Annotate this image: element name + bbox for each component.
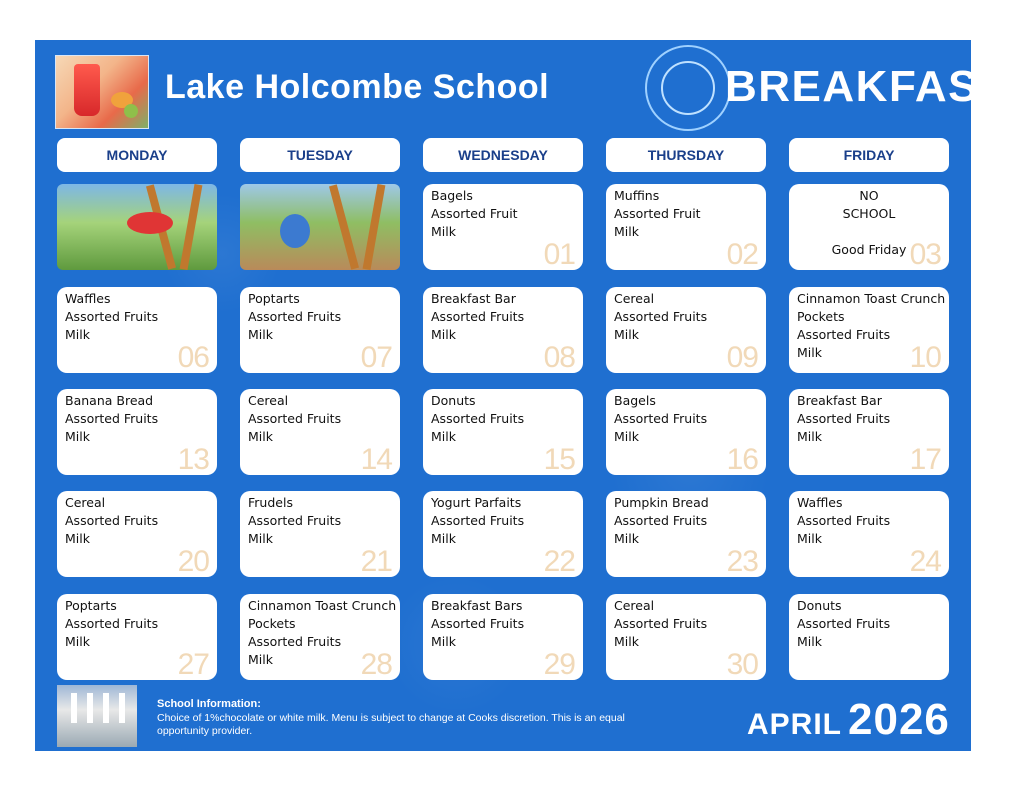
menu-item-text: Breakfast Bar (431, 291, 516, 306)
menu-cell (606, 184, 766, 270)
menu-item-text: Milk (431, 634, 456, 649)
swing-frame-image (363, 184, 386, 270)
swing-frame-image (180, 184, 203, 270)
menu-item-text: Pumpkin Bread (614, 495, 709, 510)
swing-photo-2 (240, 184, 400, 270)
pillar-image (103, 693, 109, 723)
pillar-image (71, 693, 77, 723)
date-number: 27 (177, 648, 209, 680)
menu-item-text: Milk (65, 429, 90, 444)
menu-item-text: Good Friday (831, 242, 907, 257)
pillar-image (87, 693, 93, 723)
menu-cell (240, 287, 400, 373)
date-number: 07 (360, 341, 392, 373)
menu-item-text: Assorted Fruit (431, 206, 518, 221)
menu-item-text: Waffles (797, 495, 843, 510)
menu-item-text: Milk (248, 327, 273, 342)
menu-item-text: Assorted Fruits (614, 513, 708, 528)
child-on-swing-image (280, 214, 310, 248)
date-number: 21 (360, 545, 392, 577)
menu-cell (789, 594, 949, 680)
menu-item-text: Milk (614, 531, 639, 546)
menu-item-text: Cereal (65, 495, 106, 510)
menu-cell (423, 184, 583, 270)
menu-item-text: Assorted Fruits (797, 327, 891, 342)
date-number: 24 (909, 545, 941, 577)
day-header-friday: FRIDAY (789, 138, 949, 172)
date-number: 17 (909, 443, 941, 475)
date-number: 03 (909, 238, 941, 270)
menu-item-text: Muffins (614, 188, 660, 203)
menu-item-text: Cinnamon Toast Crunch (797, 291, 946, 306)
menu-item-text: Assorted Fruits (431, 513, 525, 528)
menu-cell (57, 287, 217, 373)
menu-item-text: Assorted Fruits (614, 616, 708, 631)
menu-item-text: Donuts (797, 598, 842, 613)
menu-item-text: Milk (431, 429, 456, 444)
day-header-wednesday: WEDNESDAY (423, 138, 583, 172)
menu-cell (606, 389, 766, 475)
date-number: 23 (726, 545, 758, 577)
menu-item-text: Milk (65, 531, 90, 546)
menu-item-text: Milk (431, 224, 456, 239)
menu-item-text: Assorted Fruit (614, 206, 701, 221)
menu-item-text: Milk (431, 531, 456, 546)
menu-item-text: Cinnamon Toast Crunch (248, 598, 397, 613)
juice-glass-image (74, 64, 100, 116)
menu-item-text: Waffles (65, 291, 111, 306)
date-number: 16 (726, 443, 758, 475)
menu-item-text: Milk (614, 327, 639, 342)
menu-item-text: Cereal (614, 598, 655, 613)
date-number: 29 (543, 648, 575, 680)
menu-cell (789, 184, 949, 270)
menu-cell (606, 287, 766, 373)
menu-item-text: Yogurt Parfaits (431, 495, 522, 510)
menu-item-text: Milk (431, 327, 456, 342)
menu-item-text: Assorted Fruits (65, 411, 159, 426)
smoothie-photo (55, 55, 149, 129)
menu-item-text: Bagels (431, 188, 473, 203)
menu-item-text: Assorted Fruits (431, 616, 525, 631)
month-year (747, 695, 950, 745)
swing-frame-image (329, 184, 359, 269)
menu-item-text: Assorted Fruits (248, 634, 342, 649)
menu-item-text: Milk (248, 429, 273, 444)
menu-item-text: Milk (248, 531, 273, 546)
menu-cell (423, 594, 583, 680)
menu-item-text: Cereal (248, 393, 289, 408)
menu-item-text: Assorted Fruits (248, 513, 342, 528)
school-name: Lake Holcombe School (165, 68, 550, 106)
menu-item-text: Bagels (614, 393, 656, 408)
menu-cell (606, 491, 766, 577)
date-number: 30 (726, 648, 758, 680)
date-number: 08 (543, 341, 575, 373)
menu-item-text: Assorted Fruits (248, 309, 342, 324)
menu-item-text: Milk (797, 531, 822, 546)
menu-item-text: Milk (797, 345, 822, 360)
menu-item-text: Breakfast Bar (797, 393, 882, 408)
menu-cell (240, 491, 400, 577)
menu-item-text: Milk (248, 652, 273, 667)
menu-item-text: Pockets (248, 616, 296, 631)
date-number: 06 (177, 341, 209, 373)
menu-item-text: Milk (65, 327, 90, 342)
month-label: APRIL (747, 708, 842, 741)
menu-item-text: Assorted Fruits (65, 513, 159, 528)
date-number: 15 (543, 443, 575, 475)
menu-item-text: Assorted Fruits (614, 411, 708, 426)
menu-item-text: SCHOOL (842, 206, 896, 221)
menu-item-text: Frudels (248, 495, 293, 510)
menu-item-text: Milk (614, 429, 639, 444)
menu-cell (57, 389, 217, 475)
menu-item-text: Donuts (431, 393, 476, 408)
menu-cell (423, 389, 583, 475)
menu-cell (57, 594, 217, 680)
menu-item-text: Assorted Fruits (65, 616, 159, 631)
date-number: 02 (726, 238, 758, 270)
menu-cell (789, 287, 949, 373)
lime-image (124, 104, 138, 118)
date-number: 20 (177, 545, 209, 577)
menu-cell (789, 389, 949, 475)
menu-item-text: Milk (797, 634, 822, 649)
menu-item-text: Assorted Fruits (797, 616, 891, 631)
menu-cell (789, 491, 949, 577)
menu-item-text: Milk (65, 634, 90, 649)
year-label: 2026 (848, 695, 950, 744)
menu-item-text: Breakfast Bars (431, 598, 523, 613)
swing-photo-1 (57, 184, 217, 270)
menu-item-text: Banana Bread (65, 393, 154, 408)
menu-cell (423, 287, 583, 373)
date-number: 13 (177, 443, 209, 475)
plate-icon (661, 61, 715, 115)
menu-cell (240, 594, 400, 680)
pillar-image (119, 693, 125, 723)
menu-sheet (35, 40, 1008, 751)
day-header-tuesday: TUESDAY (240, 138, 400, 172)
date-number: 10 (909, 341, 941, 373)
breakfast-logo-icon (645, 45, 731, 131)
menu-item-text: Assorted Fruits (797, 411, 891, 426)
menu-item-text: Assorted Fruits (431, 411, 525, 426)
menu-item-text: Assorted Fruits (431, 309, 525, 324)
menu-item-text: Assorted Fruits (65, 309, 159, 324)
date-number: 28 (360, 648, 392, 680)
menu-item-text: Poptarts (248, 291, 300, 306)
day-header-monday: MONDAY (57, 138, 217, 172)
menu-item-text: Pockets (797, 309, 845, 324)
menu-item-text: Milk (614, 634, 639, 649)
menu-item-text (797, 223, 941, 241)
menu-item-text: Milk (614, 224, 639, 239)
menu-item-text: Poptarts (65, 598, 117, 613)
breakfast-title: BREAKFAST (725, 62, 1008, 111)
menu-item-text: Assorted Fruits (797, 513, 891, 528)
menu-cell (606, 594, 766, 680)
date-number: 22 (543, 545, 575, 577)
menu-item-text: Milk (797, 429, 822, 444)
date-number: 01 (543, 238, 575, 270)
day-header-thursday: THURSDAY (606, 138, 766, 172)
menu-cell (423, 491, 583, 577)
date-number: 09 (726, 341, 758, 373)
school-info-title: School Information: (157, 698, 261, 710)
menu-item-text: Assorted Fruits (248, 411, 342, 426)
menu-cell (57, 491, 217, 577)
menu-item-text: Assorted Fruits (614, 309, 708, 324)
school-building-photo (57, 685, 137, 747)
menu-cell (240, 389, 400, 475)
child-on-swing-image (127, 212, 173, 234)
menu-item-text: NO (859, 188, 879, 203)
date-number: 14 (360, 443, 392, 475)
school-info-text: Choice of 1%chocolate or white milk. Menu is subject to change at Cooks discretion. This is an equal opportunity provider. (157, 712, 625, 737)
menu-item-text: Cereal (614, 291, 655, 306)
